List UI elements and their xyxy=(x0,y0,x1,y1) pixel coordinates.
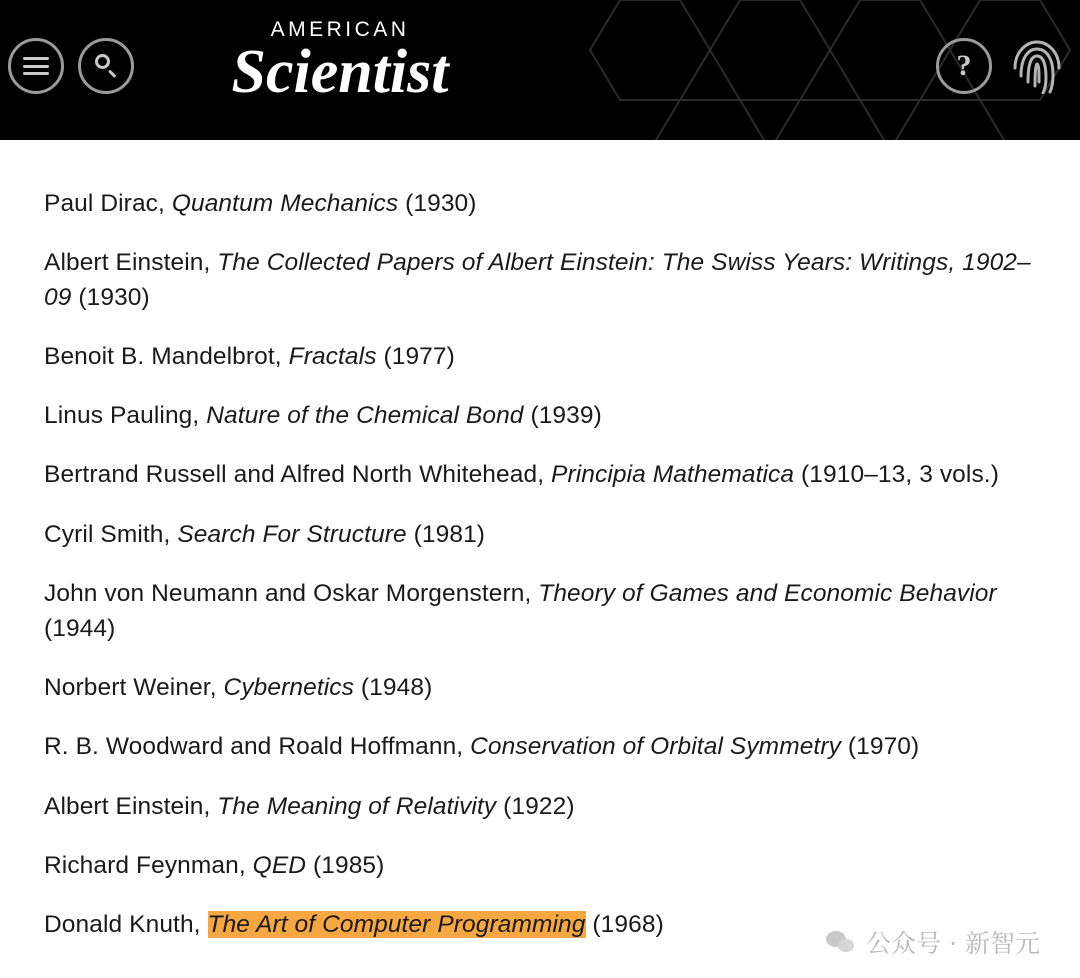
brand-title: Scientist xyxy=(231,38,449,106)
entry-year: (1970) xyxy=(840,733,920,761)
header-left-controls xyxy=(8,38,134,94)
entry-title: Cybernetics xyxy=(223,674,354,702)
entry-title: Conservation of Orbital Symmetry xyxy=(470,733,841,761)
entry-title: The Collected Papers of Albert Einstein: The Swiss Years: Writings, 1902–09 xyxy=(44,248,1031,311)
fingerprint-icon[interactable] xyxy=(1010,38,1064,94)
hamburger-icon xyxy=(23,57,49,75)
entry-title: Principia Mathematica xyxy=(551,461,795,489)
list-item xyxy=(44,187,1036,222)
entry-author: Richard Feynman, xyxy=(44,851,253,879)
entry-title: Quantum Mechanics xyxy=(171,189,399,217)
entry-author: Benoit B. Mandelbrot, xyxy=(44,342,289,370)
list-item xyxy=(44,730,1036,765)
search-button[interactable] xyxy=(78,38,134,94)
entry-author: John von Neumann and Oskar Morgenstern, xyxy=(44,579,539,607)
entry-author: Linus Pauling, xyxy=(44,402,207,430)
header-right-controls xyxy=(936,38,1064,94)
wechat-icon xyxy=(826,929,856,955)
entry-author: Albert Einstein, xyxy=(44,792,218,820)
entry-author: Donald Knuth, xyxy=(44,911,208,939)
search-icon xyxy=(93,53,119,79)
entry-year: (1910–13, 3 vols.) xyxy=(794,461,999,489)
entry-author: R. B. Woodward and Roald Hoffmann, xyxy=(44,733,471,761)
entry-author: Norbert Weiner, xyxy=(44,674,224,702)
site-logo[interactable] xyxy=(180,18,500,105)
list-item xyxy=(44,518,1036,553)
list-item xyxy=(44,399,1036,434)
entry-author: Albert Einstein, xyxy=(44,248,218,276)
list-item xyxy=(44,340,1036,375)
entry-year: (1939) xyxy=(523,402,602,430)
list-item xyxy=(44,790,1036,825)
entry-year: (1930) xyxy=(71,283,150,311)
entry-title: Nature of the Chemical Bond xyxy=(206,402,524,430)
site-header xyxy=(0,0,1080,140)
entry-title: Search For Structure xyxy=(177,520,407,548)
entry-title: The Meaning of Relativity xyxy=(217,792,497,820)
entry-title-highlight: The Art of Computer Programming xyxy=(207,911,586,939)
list-item xyxy=(44,671,1036,706)
list-item xyxy=(44,458,1036,493)
entry-year: (1977) xyxy=(376,342,455,370)
list-item xyxy=(44,577,1036,647)
list-item xyxy=(44,849,1036,884)
entry-title: Fractals xyxy=(288,342,377,370)
entry-year: (1930) xyxy=(398,189,477,217)
list-item xyxy=(44,246,1036,316)
entry-year: (1944) xyxy=(44,614,116,642)
watermark xyxy=(826,924,1040,960)
entry-year: (1985) xyxy=(306,851,385,879)
entry-title: QED xyxy=(252,851,307,879)
entry-year: (1922) xyxy=(496,792,575,820)
entry-author: Paul Dirac, xyxy=(44,189,172,217)
entry-year: (1968) xyxy=(585,911,664,939)
entry-year: (1981) xyxy=(406,520,486,548)
entry-title: Theory of Games and Economic Behavior xyxy=(538,579,997,607)
watermark-text: 公众号 · 新智元 xyxy=(866,929,1040,958)
entry-author: Cyril Smith, xyxy=(44,520,178,548)
question-mark-icon: ? xyxy=(956,49,972,82)
brand-kicker: AMERICAN xyxy=(270,18,410,41)
menu-button[interactable] xyxy=(8,38,64,94)
help-button[interactable] xyxy=(936,38,992,94)
book-list xyxy=(0,140,1080,943)
entry-year: (1948) xyxy=(354,674,433,702)
entry-author: Bertrand Russell and Alfred North Whitehead, xyxy=(44,461,552,489)
